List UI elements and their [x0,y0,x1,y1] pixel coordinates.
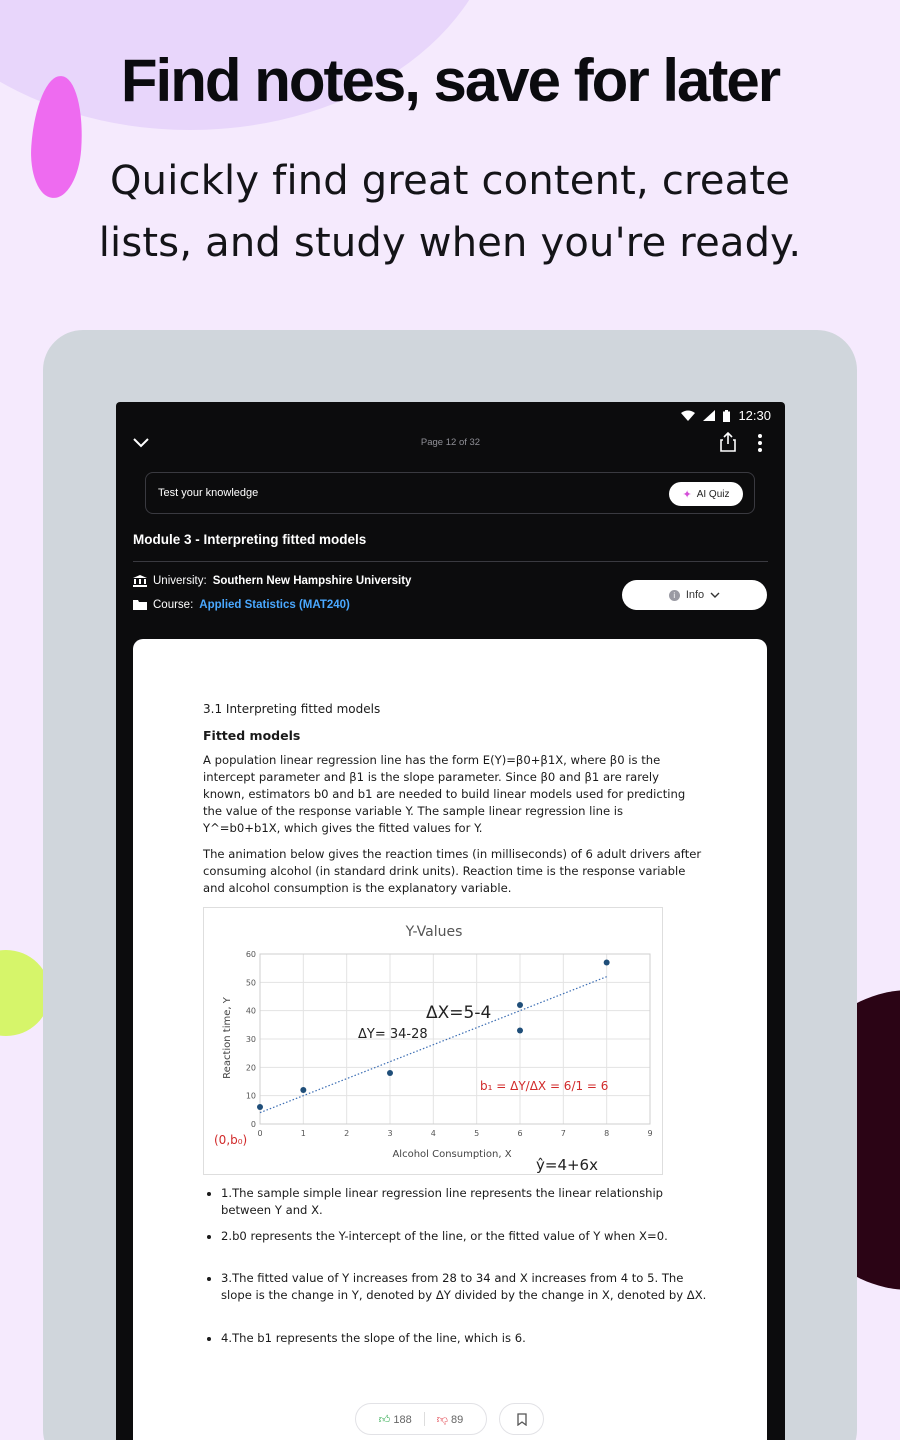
course-prefix: Course: [153,599,194,611]
ai-quiz-label: AI Quiz [696,488,730,500]
scatter-chart [203,907,663,1175]
subsection-heading: Fitted models [203,728,301,743]
y-tick-label: 10 [245,1091,256,1101]
data-point [517,1028,523,1034]
chart-svg [204,908,664,1176]
document-topbar [116,428,785,458]
annotation-delta-x: ΔX=5-4 [426,1003,492,1023]
y-tick-label: 50 [245,978,256,988]
status-time: 12:30 [738,408,771,423]
app-screen [116,402,785,1440]
data-point [300,1087,306,1093]
annotation-b1: b₁ = ΔY/ΔX = 6/1 = 6 [480,1079,609,1093]
upvote-button[interactable]: 👍︎ 188 [378,1413,412,1426]
promo-subhead: Quickly find great content, create lists, and study when you're ready. [98,158,802,266]
list-item: • 4.The b1 represents the slope of the line, which is 6. [221,1330,711,1347]
info-icon: i [669,590,680,601]
x-tick-label: 0 [257,1129,263,1138]
list-item: • 3.The fitted value of Y increases from 28 to 34 and X increases from 4 to 5. The slope is the change in Y, denoted by ΔY divided by the change in X, denoted by ΔX. [221,1270,711,1304]
module-title: Module 3 - Interpreting fitted models [133,532,367,547]
data-point [387,1070,393,1076]
paragraph: A population linear regression line has the form E(Y)=β0+β1X, where β0 is the intercept parameter and β1 is the slope parameter. Since β0 and β1 are rarely known, estimators b0 and b1 are needed to build linear models used for predicting the value of the response variable Y. The sample linear regression line is Y^=b0+b1X, which gives the fitted values for Y. [203,753,686,835]
battery-icon [723,410,730,422]
x-tick-label: 1 [300,1129,306,1138]
x-axis-label: Alcohol Consumption, X [392,1149,512,1160]
university-icon [133,575,147,587]
x-tick-label: 6 [517,1129,523,1138]
divider [424,1412,425,1426]
quiz-banner [145,472,755,514]
status-bar [116,402,785,428]
list-item: • 1.The sample simple linear regression line represents the linear relationship between Y and X. [221,1185,711,1219]
share-icon[interactable] [719,432,737,452]
paragraph: The animation below gives the reaction times (in milliseconds) of 6 adult drivers after consuming alcohol (in standard drink units). Reaction time is the response variable and alcohol consumption is the explanatory variable. [203,847,702,895]
quiz-label: Test your knowledge [158,487,259,499]
thumbs-down-icon: 👎︎ [436,1413,448,1426]
y-tick-label: 40 [245,1006,256,1016]
more-vert-icon[interactable] [755,432,765,454]
list-item: • 2.b0 represents the Y-intercept of the line, or the fitted value of Y when X=0. [221,1228,711,1245]
signal-icon [703,410,715,421]
ai-quiz-button[interactable] [669,482,743,506]
course-row [133,599,350,611]
thumbs-up-icon: 👍︎ [378,1413,391,1426]
info-label: Info [685,589,705,601]
downvote-button[interactable]: 👎︎ 89 [436,1413,464,1426]
y-tick-label: 60 [245,950,256,959]
annotation-yhat: ŷ=4+6x [536,1156,598,1174]
divider [133,561,768,562]
university-row [133,575,411,587]
bookmark-button[interactable] [499,1403,544,1435]
course-link[interactable]: Applied Statistics (MAT240) [199,599,350,611]
x-tick-label: 7 [560,1129,566,1138]
document-page [133,639,767,1440]
vote-bar [355,1403,487,1435]
y-axis-label: Reaction time, Y [222,997,233,1079]
page-indicator: Page 12 of 32 [420,437,481,448]
bookmark-icon [517,1413,527,1426]
wifi-icon [681,410,695,421]
annotation-delta-y: ΔY= 34-28 [358,1027,428,1042]
chevron-down-icon [710,592,720,599]
data-point [604,960,610,966]
y-tick-label: 0 [250,1120,256,1129]
chart-title: Y-Values [405,924,463,940]
x-tick-label: 5 [474,1129,480,1138]
university-name[interactable]: Southern New Hampshire University [212,575,412,587]
info-dropdown-button[interactable] [622,580,767,610]
section-heading: 3.1 Interpreting fitted models [203,702,381,716]
folder-icon [133,599,147,611]
promo-headline: Find notes, save for later [120,47,780,114]
university-prefix: University: [153,575,207,587]
x-tick-label: 3 [387,1129,393,1138]
data-point [517,1002,523,1008]
data-point [257,1104,263,1110]
x-tick-label: 2 [344,1129,350,1138]
annotation-origin: (0,b₀) [214,1133,248,1147]
x-tick-label: 9 [647,1129,653,1138]
y-tick-label: 30 [245,1035,256,1044]
x-tick-label: 8 [604,1129,610,1138]
x-tick-label: 4 [430,1129,436,1138]
sparkle-icon: ✦ [682,488,692,501]
y-tick-label: 20 [245,1063,256,1073]
